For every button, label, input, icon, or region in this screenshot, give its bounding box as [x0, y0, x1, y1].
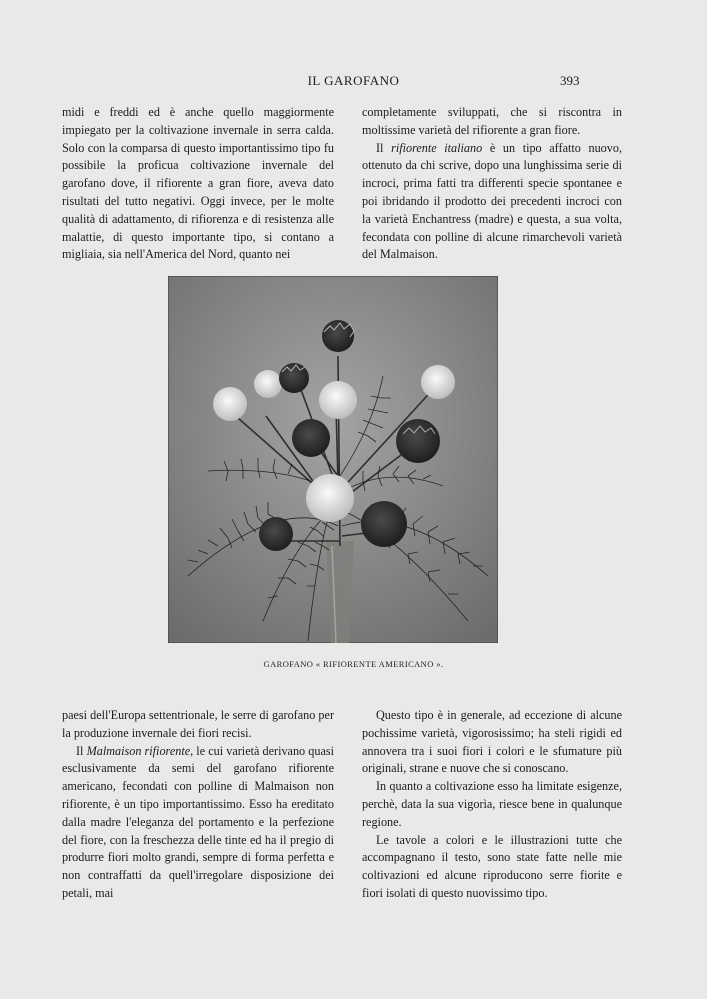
paragraph: In quanto a coltivazione esso ha limitate esigenze, perchè, data la sua vigorìa, riesce bene in qualunque regione.: [362, 779, 622, 829]
carnation-bouquet-photo: [168, 276, 498, 643]
column-top-right: [362, 104, 622, 264]
column-bottom-right: [362, 707, 622, 903]
text-run: le cui varietà derivano quasi esclusivamente da semi del garofano rifiorente americano, fecondati con polline di Malmaison non rifiorente, è un tipo importantissimo. Esso ha ereditato dalla madre l'eleganza del portamento e la perfezione del fiore, con la freschezza delle tinte ed ha il pregio di produrre fiori molto grandi, sempre di forma perfetta e non contraffatti da quell'irregolare disposizione dei petali, mai: [62, 743, 335, 900]
text-run: Il: [76, 743, 87, 758]
page-number: 393: [560, 73, 580, 88]
figure-caption: GAROFANO « RIFIORENTE AMERICANO ».: [263, 659, 444, 669]
italic-term: Malmaison rifiorente,: [86, 743, 194, 758]
paragraph: Le tavole a colori e le illustrazioni tutte che accompagnano il testo, sono state fatte nelle mie coltivazioni ed alcune riproducono serre fiorite e fiori isolati di questo nuovissimo tipo.: [362, 832, 622, 900]
paragraph: paesi dell'Europa settentrionale, le serre di garofano per la produzione invernale dei fiori recisi.: [62, 708, 334, 740]
text-run: Il: [376, 140, 392, 155]
paragraph: Questo tipo è in generale, ad eccezione di alcune pochissime varietà, vigorosissimo; ha steli rigidi ed annovera tra i suoi fiori i colori e le sfumature più originali, strane e nuove che si conoscano.: [362, 708, 622, 776]
page-header-title: IL GAROFANO: [307, 73, 400, 88]
column-bottom-left: [62, 707, 334, 903]
paragraph: [362, 140, 622, 265]
paragraph: midi e freddi ed è anche quello maggiormente impiegato per la coltivazione invernale in serra calda. Solo con la comparsa di questo importantissimo tipo fu possibile la proficua coltivazione invernale del garofano dove, il rifiorente a gran fiore, aveva dato risultati del tutto negativi. Oggi invece, per le molte qualità di adattamento, di rifiorenza e di resistenza alle malattie, di questo importante tipo, si contano a migliaia, sia nell'America del Nord, quanto nei: [62, 105, 334, 262]
italic-term: rifiorente italiano: [391, 140, 483, 155]
text-run: è un tipo affatto nuovo, ottenuto da chi scrive, dopo una lunghissima serie di incroci, prima fatti tra differenti specie spontanee e poi ibridando il prodotto dei precedenti incroci con la varietà Enchantress (madre) e questa, a sua volta, fecondata con polline di alcune rimarchevoli varietà del Malmaison.: [362, 140, 622, 262]
paragraph: [62, 743, 334, 903]
paragraph: completamente sviluppati, che si riscontra in moltissime varietà del rifiorente a gran fiore.: [362, 105, 622, 137]
column-top-left: [62, 104, 334, 264]
